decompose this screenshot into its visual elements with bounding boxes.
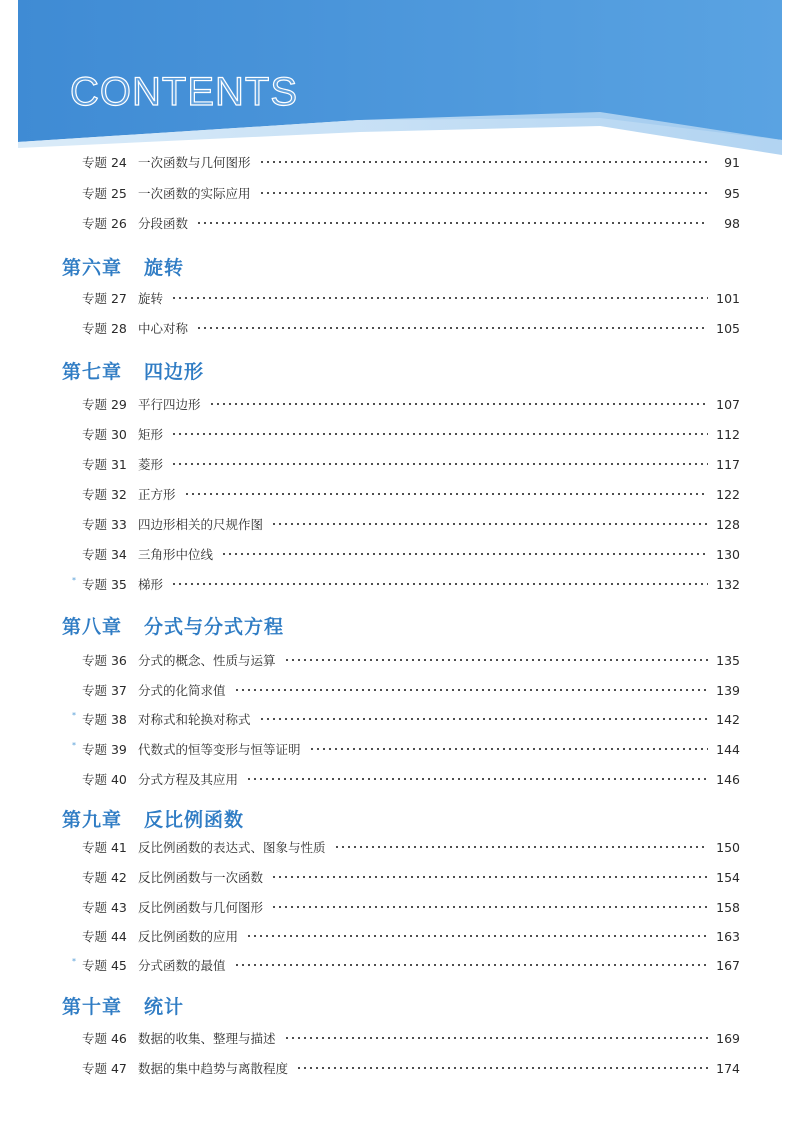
chapter-title: 统计 xyxy=(144,995,185,1018)
dot-leader xyxy=(196,222,708,224)
topic-title: 数据的集中趋势与离散程度 xyxy=(138,1061,289,1076)
dot-leader xyxy=(284,1037,708,1039)
chapter-title: 旋转 xyxy=(144,256,185,279)
dot-leader xyxy=(171,583,708,585)
topic-label: 专题 37 xyxy=(82,683,127,698)
dot-leader xyxy=(259,718,708,720)
topic-label: 专题 31 xyxy=(82,457,127,472)
chapter-number: 第十章 xyxy=(62,995,123,1018)
toc-entry[interactable] xyxy=(82,544,740,564)
toc-entry[interactable] xyxy=(82,183,740,203)
topic-label: 专题 43 xyxy=(82,900,127,915)
chapter-number: 第六章 xyxy=(62,256,123,279)
topic-label: 专题 40 xyxy=(82,772,127,787)
chapter-number: 第八章 xyxy=(62,615,123,638)
dot-leader xyxy=(259,161,708,163)
dot-leader xyxy=(196,327,708,329)
toc-entry[interactable] xyxy=(82,424,740,444)
topic-label: 专题 47 xyxy=(82,1061,127,1076)
chapter-heading xyxy=(62,253,184,279)
chapter-title: 分式与分式方程 xyxy=(144,615,285,638)
chapter-heading xyxy=(62,357,204,383)
topic-label: 专题 24 xyxy=(82,155,127,170)
optional-marker-icon: * xyxy=(72,741,76,750)
topic-label: 专题 45 xyxy=(82,958,127,973)
toc-entry[interactable] xyxy=(82,213,740,233)
topic-label: 专题 25 xyxy=(82,186,127,201)
chapter-heading xyxy=(62,612,284,638)
topic-label: 专题 44 xyxy=(82,929,127,944)
topic-title: 分段函数 xyxy=(138,216,189,231)
topic-title: 四边形相关的尺规作图 xyxy=(138,517,264,532)
dot-leader xyxy=(259,192,708,194)
page-number: 112 xyxy=(716,426,740,442)
dot-leader xyxy=(184,493,708,495)
topic-title: 分式方程及其应用 xyxy=(138,772,239,787)
topic-title: 反比例函数与一次函数 xyxy=(138,870,264,885)
topic-title: 旋转 xyxy=(138,291,164,306)
page-number: 117 xyxy=(716,456,740,472)
toc-entry[interactable] xyxy=(72,739,740,759)
topic-label: 专题 30 xyxy=(82,427,127,442)
page-number: 169 xyxy=(716,1030,740,1046)
toc-entry[interactable] xyxy=(82,926,740,946)
topic-label: 专题 26 xyxy=(82,216,127,231)
dot-leader xyxy=(234,964,708,966)
page-number: 128 xyxy=(716,516,740,532)
chapter-number: 第九章 xyxy=(62,808,123,831)
page-number: 135 xyxy=(716,652,740,668)
chapter-title: 反比例函数 xyxy=(144,808,245,831)
topic-label: 专题 38 xyxy=(82,712,127,727)
topic-title: 反比例函数与几何图形 xyxy=(138,900,264,915)
dot-leader xyxy=(171,463,708,465)
optional-marker-icon: * xyxy=(72,957,76,966)
toc-entry[interactable] xyxy=(72,574,740,594)
dot-leader xyxy=(246,935,708,937)
page-number: 167 xyxy=(716,957,740,973)
topic-label: 专题 46 xyxy=(82,1031,127,1046)
toc-entry[interactable] xyxy=(82,1058,740,1078)
topic-title: 正方形 xyxy=(138,487,176,502)
dot-leader xyxy=(271,906,708,908)
page-number: 150 xyxy=(716,839,740,855)
page-number: 146 xyxy=(716,771,740,787)
topic-title: 数据的收集、整理与描述 xyxy=(138,1031,276,1046)
toc-entry[interactable] xyxy=(82,152,740,172)
page-number: 142 xyxy=(716,711,740,727)
topic-title: 一次函数与几何图形 xyxy=(138,155,251,170)
page-number: 132 xyxy=(716,576,740,592)
dot-leader xyxy=(171,433,708,435)
dot-leader xyxy=(234,689,708,691)
topic-title: 分式的化简求值 xyxy=(138,683,226,698)
topic-title: 平行四边形 xyxy=(138,397,201,412)
dot-leader xyxy=(296,1067,708,1069)
dot-leader xyxy=(271,523,708,525)
topic-label: 专题 34 xyxy=(82,547,127,562)
topic-title: 对称式和轮换对称式 xyxy=(138,712,251,727)
topic-label: 专题 35 xyxy=(82,577,127,592)
toc-entry[interactable] xyxy=(82,650,740,670)
toc-entry[interactable] xyxy=(82,288,740,308)
page-number: 101 xyxy=(716,290,740,306)
page-number: 107 xyxy=(716,396,740,412)
topic-label: 专题 41 xyxy=(82,840,127,855)
page-number: 163 xyxy=(716,928,740,944)
topic-title: 分式函数的最值 xyxy=(138,958,226,973)
chapter-heading xyxy=(62,992,184,1018)
chapter-heading xyxy=(62,805,244,831)
topic-label: 专题 42 xyxy=(82,870,127,885)
optional-marker-icon: * xyxy=(72,711,76,720)
page-number: 154 xyxy=(716,869,740,885)
toc-entry[interactable] xyxy=(72,709,740,729)
toc-entry[interactable] xyxy=(82,454,740,474)
dot-leader xyxy=(221,553,708,555)
dot-leader xyxy=(171,297,708,299)
dot-leader xyxy=(309,748,708,750)
topic-label: 专题 28 xyxy=(82,321,127,336)
toc-entry[interactable] xyxy=(82,484,740,504)
topic-label: 专题 36 xyxy=(82,653,127,668)
topic-title: 代数式的恒等变形与恒等证明 xyxy=(138,742,301,757)
toc-entry[interactable] xyxy=(82,318,740,338)
dot-leader xyxy=(209,403,708,405)
page-number: 174 xyxy=(716,1060,740,1076)
topic-label: 专题 32 xyxy=(82,487,127,502)
toc-entry[interactable] xyxy=(82,1028,740,1048)
page-number: 144 xyxy=(716,741,740,757)
toc-entry[interactable] xyxy=(82,680,740,700)
page-number: 105 xyxy=(716,320,740,336)
toc-entry[interactable] xyxy=(82,867,740,887)
toc-entry[interactable] xyxy=(82,394,740,414)
topic-label: 专题 27 xyxy=(82,291,127,306)
topic-label: 专题 39 xyxy=(82,742,127,757)
toc-entry[interactable] xyxy=(72,955,740,975)
optional-marker-icon: * xyxy=(72,576,76,585)
page-number: 130 xyxy=(716,546,740,562)
page-number: 95 xyxy=(724,185,740,201)
topic-title: 反比例函数的应用 xyxy=(138,929,239,944)
dot-leader xyxy=(334,846,708,848)
topic-title: 分式的概念、性质与运算 xyxy=(138,653,276,668)
page-number: 98 xyxy=(724,215,740,231)
topic-title: 三角形中位线 xyxy=(138,547,214,562)
dot-leader xyxy=(271,876,708,878)
chapter-title: 四边形 xyxy=(144,360,205,383)
toc-entry[interactable] xyxy=(82,514,740,534)
topic-title: 梯形 xyxy=(138,577,164,592)
chapter-number: 第七章 xyxy=(62,360,123,383)
topic-title: 一次函数的实际应用 xyxy=(138,186,251,201)
topic-title: 反比例函数的表达式、图象与性质 xyxy=(138,840,326,855)
topic-label: 专题 33 xyxy=(82,517,127,532)
page-number: 158 xyxy=(716,899,740,915)
topic-title: 矩形 xyxy=(138,427,164,442)
toc-entry[interactable] xyxy=(82,897,740,917)
page-title: CONTENTS xyxy=(70,70,298,114)
page-number: 139 xyxy=(716,682,740,698)
topic-label: 专题 29 xyxy=(82,397,127,412)
topic-title: 菱形 xyxy=(138,457,164,472)
page-number: 91 xyxy=(724,154,740,170)
toc-entry[interactable] xyxy=(82,837,740,857)
toc-entry[interactable] xyxy=(82,769,740,789)
dot-leader xyxy=(284,659,708,661)
dot-leader xyxy=(246,778,708,780)
topic-title: 中心对称 xyxy=(138,321,189,336)
page-number: 122 xyxy=(716,486,740,502)
